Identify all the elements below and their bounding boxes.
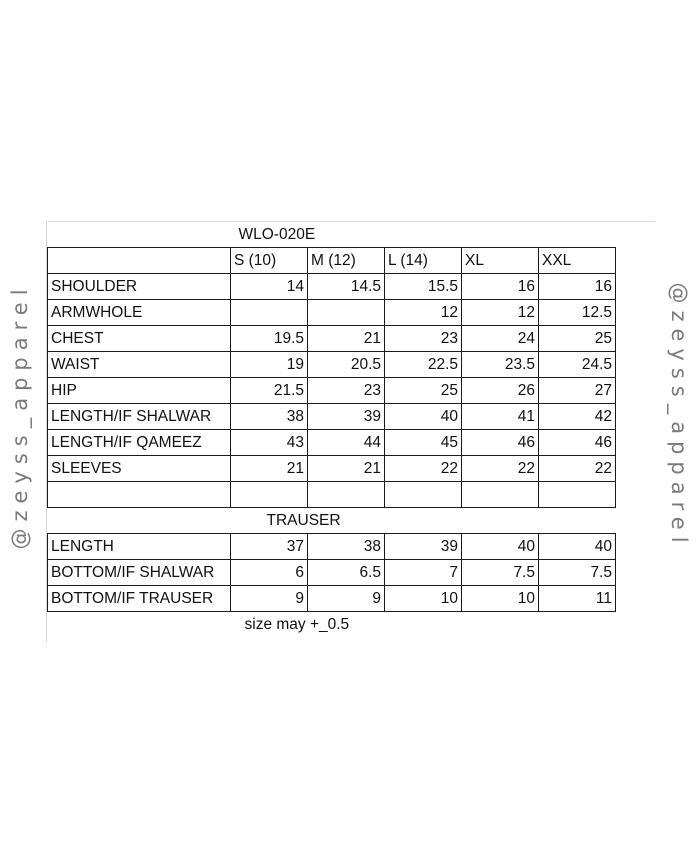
measurement-label: BOTTOM/IF SHALWAR [48, 560, 231, 586]
measurement-value: 22 [462, 456, 539, 482]
measurement-label: LENGTH/IF SHALWAR [48, 404, 231, 430]
empty-cell [308, 482, 385, 508]
measurement-label: BOTTOM/IF TRAUSER [48, 586, 231, 612]
measurement-value: 27 [539, 378, 616, 404]
measurement-value: 44 [308, 430, 385, 456]
measurement-value: 25 [539, 326, 616, 352]
measurement-label: HIP [48, 378, 231, 404]
measurement-value: 26 [462, 378, 539, 404]
measurement-value [308, 300, 385, 326]
note-row [48, 612, 616, 638]
size-header: L (14) [385, 248, 462, 274]
measurement-value: 15.5 [385, 274, 462, 300]
size-header: M (12) [308, 248, 385, 274]
measurement-value: 20.5 [308, 352, 385, 378]
measurement-value: 40 [462, 534, 539, 560]
measurement-row [48, 378, 616, 404]
measurement-value: 21 [231, 456, 308, 482]
measurement-value: 23 [385, 326, 462, 352]
style-code: WLO-020E [238, 226, 316, 243]
measurement-label: CHEST [48, 326, 231, 352]
size-chart-table [47, 222, 616, 637]
measurement-value: 16 [539, 274, 616, 300]
measurement-label: LENGTH/IF QAMEEZ [48, 430, 231, 456]
measurement-value: 11 [539, 586, 616, 612]
measurement-row [48, 326, 616, 352]
measurement-value: 7.5 [462, 560, 539, 586]
trouser-section-row [48, 508, 616, 534]
measurement-value: 7 [385, 560, 462, 586]
measurement-value: 22 [539, 456, 616, 482]
measurement-value: 12.5 [539, 300, 616, 326]
measurement-value: 24 [462, 326, 539, 352]
measurement-value: 23 [308, 378, 385, 404]
measurement-value: 41 [462, 404, 539, 430]
measurement-value: 10 [462, 586, 539, 612]
measurement-label: LENGTH [48, 534, 231, 560]
measurement-value: 6.5 [308, 560, 385, 586]
measurement-value: 22.5 [385, 352, 462, 378]
measurement-value: 21 [308, 456, 385, 482]
measurement-value: 7.5 [539, 560, 616, 586]
measurement-value: 38 [308, 534, 385, 560]
watermark-text: @zeyss_apparel [667, 282, 691, 550]
measurement-value: 14 [231, 274, 308, 300]
measurement-label: ARMWHOLE [48, 300, 231, 326]
measurement-row [48, 560, 616, 586]
measurement-row [48, 430, 616, 456]
measurement-value: 10 [385, 586, 462, 612]
measurement-value [231, 300, 308, 326]
measurement-value: 16 [462, 274, 539, 300]
measurement-value: 39 [385, 534, 462, 560]
watermark-text: @zeyss_apparel [8, 282, 32, 550]
measurement-value: 21 [308, 326, 385, 352]
empty-cell [539, 482, 616, 508]
measurement-value: 43 [231, 430, 308, 456]
measurement-row [48, 404, 616, 430]
header-corner [48, 248, 231, 274]
measurement-value: 21.5 [231, 378, 308, 404]
measurement-value: 45 [385, 430, 462, 456]
measurement-row [48, 456, 616, 482]
measurement-value: 24.5 [539, 352, 616, 378]
empty-cell [48, 482, 231, 508]
measurement-value: 39 [308, 404, 385, 430]
measurement-value: 19.5 [231, 326, 308, 352]
measurement-row [48, 534, 616, 560]
measurement-row [48, 352, 616, 378]
empty-cell [462, 482, 539, 508]
size-chart-sheet [46, 221, 655, 642]
size-header-row [48, 248, 616, 274]
measurement-label: SHOULDER [48, 274, 231, 300]
measurement-value: 40 [539, 534, 616, 560]
size-header: XL [462, 248, 539, 274]
measurement-value: 37 [231, 534, 308, 560]
measurement-value: 14.5 [308, 274, 385, 300]
measurement-row [48, 586, 616, 612]
measurement-row [48, 274, 616, 300]
trouser-section-title: TRAUSER [266, 512, 341, 529]
empty-cell [231, 482, 308, 508]
measurement-value: 25 [385, 378, 462, 404]
spacer-row [48, 482, 616, 508]
size-header: S (10) [231, 248, 308, 274]
measurement-label: SLEEVES [48, 456, 231, 482]
measurement-value: 9 [231, 586, 308, 612]
measurement-value: 12 [462, 300, 539, 326]
measurement-value: 9 [308, 586, 385, 612]
tolerance-note: size may +_0.5 [244, 616, 350, 633]
size-header: XXL [539, 248, 616, 274]
measurement-value: 46 [462, 430, 539, 456]
measurement-label: WAIST [48, 352, 231, 378]
measurement-value: 19 [231, 352, 308, 378]
measurement-value: 12 [385, 300, 462, 326]
empty-cell [385, 482, 462, 508]
measurement-value: 22 [385, 456, 462, 482]
title-row [48, 222, 616, 248]
measurement-value: 38 [231, 404, 308, 430]
measurement-row [48, 300, 616, 326]
measurement-value: 23.5 [462, 352, 539, 378]
measurement-value: 6 [231, 560, 308, 586]
measurement-value: 40 [385, 404, 462, 430]
measurement-value: 46 [539, 430, 616, 456]
measurement-value: 42 [539, 404, 616, 430]
